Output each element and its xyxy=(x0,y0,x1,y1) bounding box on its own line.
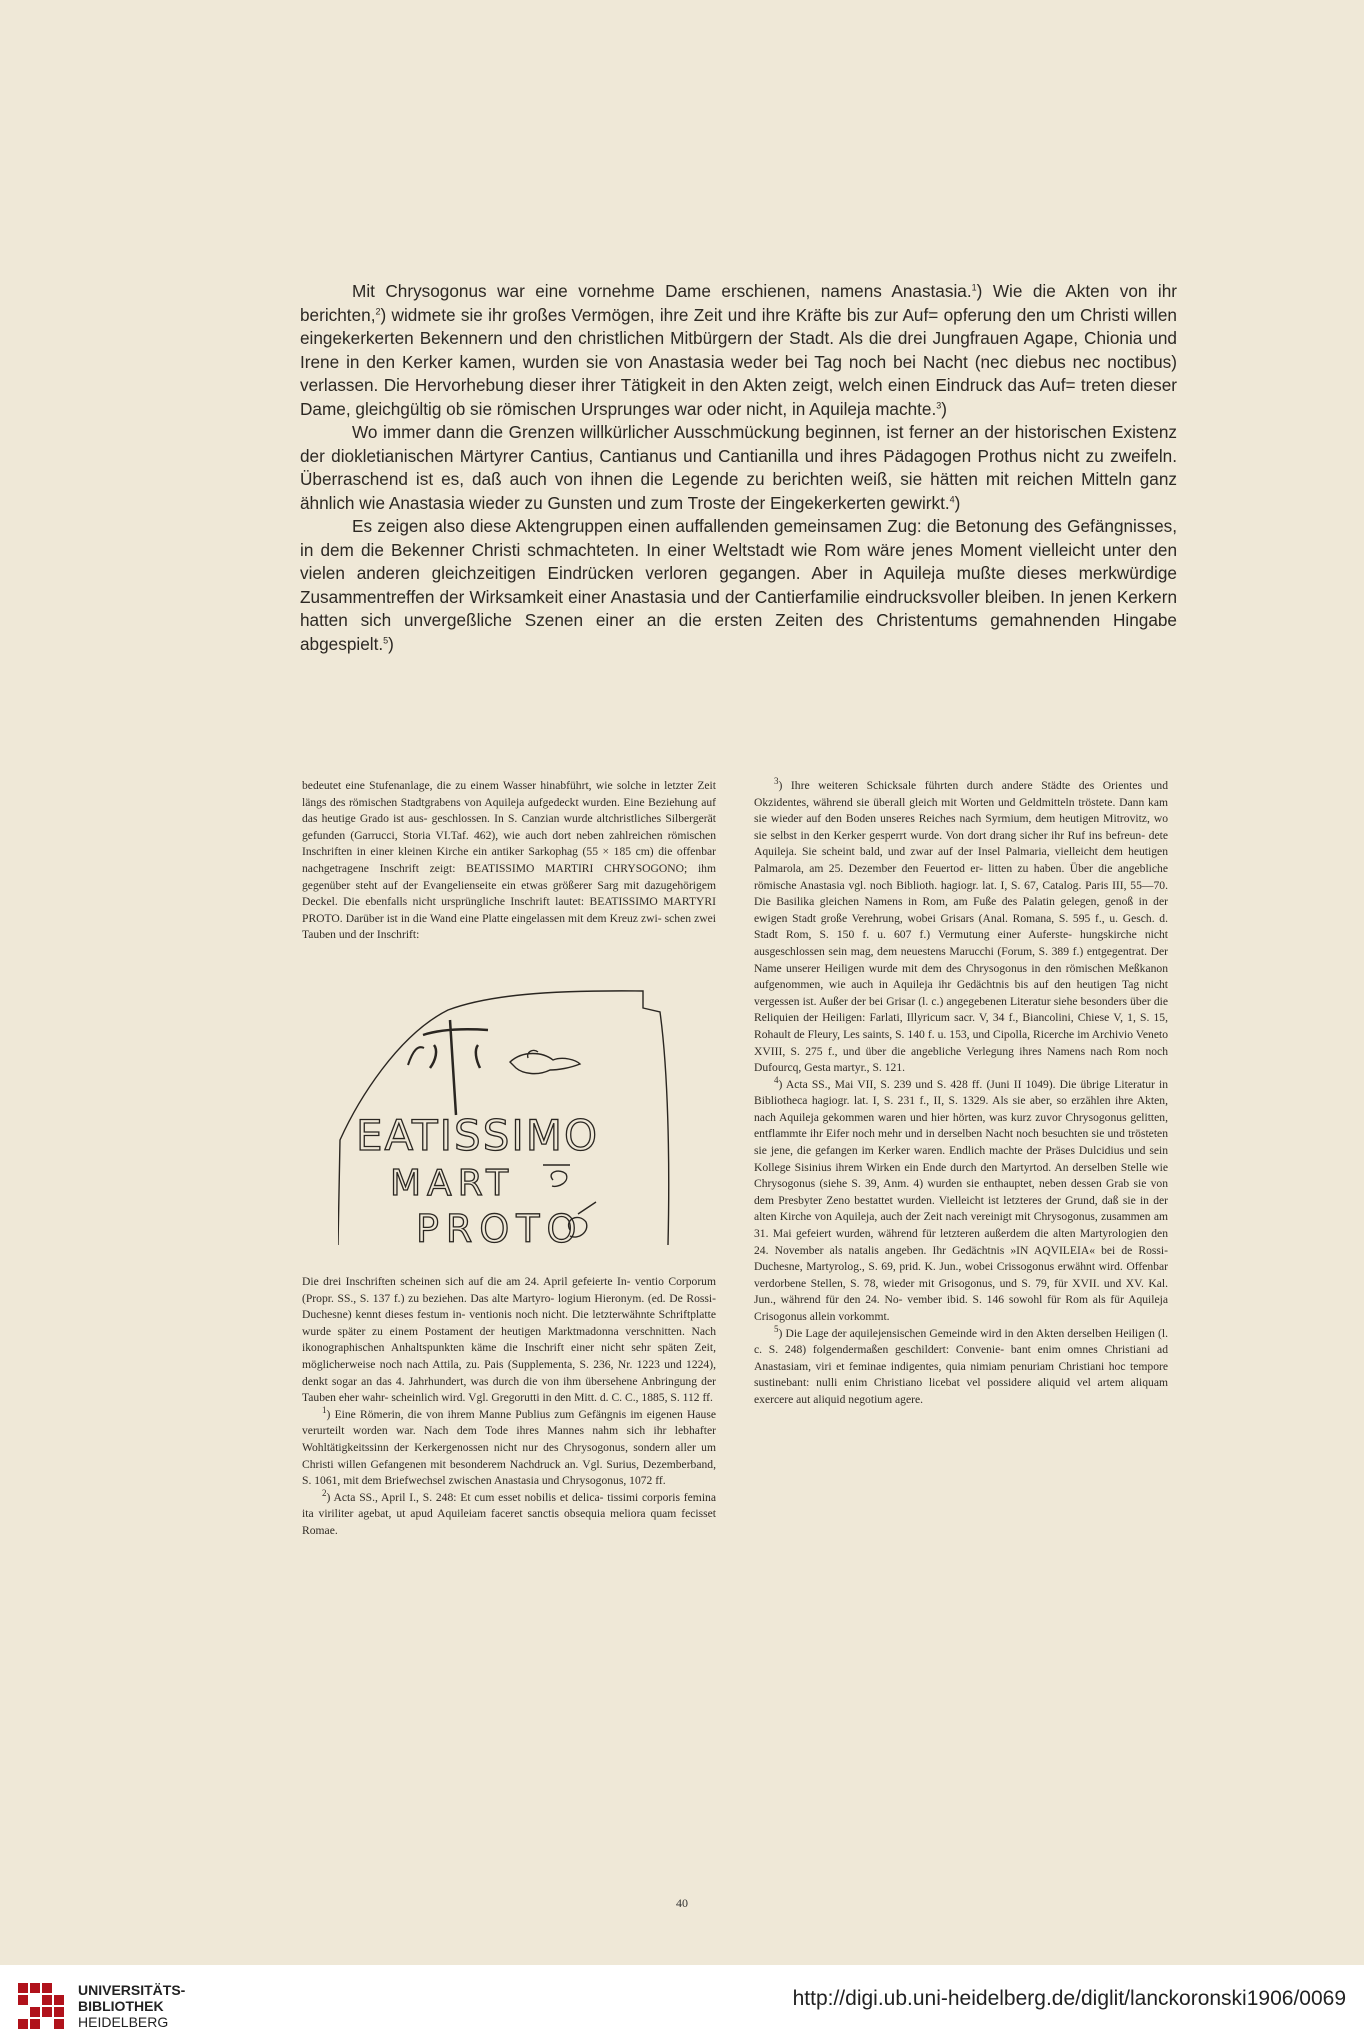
note-ref-2[interactable]: 2 xyxy=(375,305,381,316)
paragraph-3: Es zeigen also diese Aktengruppen einen auffallenden gemeinsamen Zug: die Betonung des Gefängnisses, in dem die Bekenner Christi schmachteten. In einer Weltstadt wie Rom wäre jenes Moment vielleicht unter den vielen anderen gleichzeitigen Eindrücken verloren gegangen. Aber in Aquileja mußte dieses merkwürdige Zusammentreffen der Wirksamkeit einer Anastasia und der Cantierfamilie eindrucksvoller bleiben. In jenen Kerkern hatten sich unvergeßliche Szenen einer an die ersten Zeiten des Christentums gemahnenden Hingabe abgespielt.$^5$) xyxy=(300,516,1177,654)
library-name: UNIVERSITÄTS- BIBLIOTHEK HEIDELBERG xyxy=(78,1982,186,2030)
footnote-4: $^4$) Acta SS., Mai VII, S. 239 und S. 428 ff. (Juni II 1049). Die übrige Literatur in Bibliotheca hagiogr. lat. I, S. 231 f., II, S. 1329. Als sie aber, so erzählen ihre Akten, nach Aquileja gekommen waren und hier hörten, was kurz zuvor Chrysogonus gelitten, entflammte ihr Eifer noch mehr und in derselben Nacht noch besuchten sie und trösteten sie jene, die gefangen im Kerker waren. Endlich machte der Präses Dulcidius und sein Kollege Sisinius ihrem Wirken ein Ende durch den Martyrtod. An derselben Stelle wie Chrysogonus (siehe S. 39, Anm. 4) wurden sie enthauptet, neben dessen Grab sie von dem Presbyter Zeno bestattet wurden. Vielleicht ist letzteres der Grund, daß sie in der alten Kirche von Aquileja, auch der Zeit nach vereinigt mit Chrysogonus, zusammen am 31. Mai gefeiert wurden, während für letzteren außerdem die alten Martyrologien den 24. November als natalis angeben. Ihr Gedächtnis »IN AQVILEIA« bei de Rossi- Duchesne, Martyrolog., S. 69, prid. K. Jun., wobei Crissogonus erwähnt wird. Offenbar verdorbene Stellen, S. 78, wieder mit Grisogonus, und S. 79, für XVII. und XV. Kal. Jun., während für den 24. No- vember ibid. S. 146 sowohl für Rom als für Aquileja Crisogonus allein vorkommt. xyxy=(754,1074,1168,1323)
note-ref-1[interactable]: 1 xyxy=(971,282,977,293)
footnote-column-left-bottom xyxy=(302,1274,716,1540)
cross-symbol xyxy=(423,1020,488,1115)
note-ref-4[interactable]: 4 xyxy=(949,493,955,504)
footnote-column-left-top xyxy=(302,778,716,944)
footnote-continuation: bedeutet eine Stufenanlage, die zu einem Wasser hinabführt, wie solche in letzter Zeit längs des römischen Stadtgrabens von Aquileja aufgedeckt wurden. Eine Beziehung auf das heutige Grado ist aus- geschlossen. In S. Canzian wurde altchristliches Silbergerät gefunden (Garrucci, Storia VI.Taf. 462), wie auch dort neben zahlreichen römischen Inschriften in einer kleinen Kirche ein antiker Sarkophag (55 × 185 cm) die offenbar nachgetragene Inschrift zeigt: BEATISSIMO MARTIRI CHRYSOGONO; ihm gegenüber steht auf der Evangelienseite ein etwas größerer Sarg mit dazugehörigem Deckel. Die ebenfalls nicht ursprüngliche Inschrift lautet: BEATISSIMO MARTYRI PROTO. Darüber ist in die Wand eine Platte eingelassen mit dem Kreuz zwi- schen zwei Tauben und der Inschrift: xyxy=(302,779,716,942)
footnote-2: $^2$) Acta SS., April I., S. 248: Et cum esset nobilis et delica- tissimi corporis femina ita viriliter agebat, ut apud Aquileiam faceret sanctis obsequia meliora quam fecisset Romae. xyxy=(302,1487,716,1537)
footnote-continuation-2: Die drei Inschriften scheinen sich auf die am 24. April gefeierte In- ventio Corporum (Propr. SS., S. 137 f.) zu beziehen. Das alte Martyro- logium Hieronym. (ed. De Rossi-Duchesne) kennt dieses festum in- ventionis noch nicht. Die letzterwähnte Schriftplatte wurde später zu einem Postament der heutigen Marktmadonna verschnitten. Nach ikonographischen Anhaltspunkten käme die Inschrift einer nicht sehr späten Zeit, möglicherweise noch nach Attila, zu. Pais (Supplementa, S. 236, Nr. 1223 und 1224), denkt sogar an das 4. Jahrhundert, was durch die von ihm übersehene Anbringung der Tauben eher wahr- scheinlich wird. Vgl. Gregorutti in den Mitt. d. C. C., 1885, S. 112 ff. xyxy=(302,1275,716,1405)
inscription-line-3: PROTO xyxy=(416,1207,584,1251)
note-ref-3[interactable]: 3 xyxy=(936,399,942,410)
page-number: 40 xyxy=(676,1896,688,1910)
document-url-link[interactable]: http://digi.ub.uni-heidelberg.de/diglit/lanckoronski1906/0069 xyxy=(792,1987,1346,2010)
footnote-5: $^5$) Die Lage der aquilejensischen Gemeinde wird in den Akten derselben Heiligen (l. c. S. 248) folgendermaßen geschildert: Convenie- bant enim omnes Christiani ad Anastasiam, viri et feminae indigentes, quia nimiam penuriam Christiani hoc tempore sustinebant: nulli enim Christiano licebat vel possidere aliquid vel artem aliquam exercere aut aliquid negotium agere. xyxy=(754,1323,1168,1406)
inscription-line-1: EATISSIMO xyxy=(356,1111,600,1160)
main-text xyxy=(300,280,1177,656)
paragraph-1: Mit Chrysogonus war eine vornehme Dame erschienen, namens Anastasia.$^1$) Wie die Akten von ihr berichten,$^2$) widmete sie ihr großes Vermögen, ihre Zeit und ihre Kräfte bis zur Auf= opferung den um Christi willen eingekerkerten Bekennern und den christlichen Mitbürgern der Stadt. Als die drei Jungfrauen Agape, Chionia und Irene in den Kerker kamen, wurden sie von Anastasia weder bei Tag noch bei Nacht (nec diebus nec noctibus) verlassen. Die Hervorhebung dieser ihrer Tätigkeit in den Akten zeigt, welch einen Eindruck das Auf= treten dieser Dame, gleichgültig ob sie römischen Ursprunges war oder nicht, in Aquileja machte.$^3$) xyxy=(300,281,1177,419)
footnote-column-right xyxy=(754,778,1168,1409)
note-ref-5[interactable]: 5 xyxy=(383,634,389,645)
university-library-logo-icon xyxy=(14,1977,70,2033)
inscription-line-2: MART xyxy=(390,1163,515,1204)
inscription-sketch xyxy=(338,990,698,1260)
paragraph-2: Wo immer dann die Grenzen willkürlicher Ausschmückung beginnen, ist ferner an der historischen Existenz der diokletianischen Märtyrer Cantius, Cantianus und Cantianilla und ihres Pädagogen Prothus nicht zu zweifeln. Überraschend ist es, daß auch von ihnen die Legende zu berichten weiß, sie hätten mit reichen Mitteln ganz ähnlich wie Anastasia wieder zu Gunsten und zum Troste der Eingekerkerten gewirkt.$^4$) xyxy=(300,422,1177,513)
ligature-flourish-1 xyxy=(543,1165,570,1186)
dove-symbol xyxy=(510,1050,580,1073)
footnote-3: $^3$) Ihre weiteren Schicksale führten durch andere Städte des Orientes und Okzidentes, während sie überall gleich mit Worten und Geldmitteln tröstete. Dann kam sie wieder auf den Boden unseres Reiches nach Syrmium, dem heutigen Mitrovitz, wo sie selbst in den Kerker gesperrt wurde. Von dort drang sicher ihr Ruf ins befreun- dete Aquileja. Sie scheint bald, und zwar auf der Insel Palmaria, vielleicht dem heutigen Palmarola, am 25. Dezember den Feuertod er- litten zu haben. Über die angebliche römische Anastasia vgl. noch Biblioth. hagiogr. lat. I, S. 67, Catalog. Paris III, 55—70. Die Basilika gleichen Namens in Rom, am Fuße des Palatin gelegen, genoß in der ewigen Stadt große Verehrung, wobei Grisars (Anal. Romana, S. 595 f., u. Gesch. d. Stadt Rom, S. 150 f. u. 607 f.) Vermutung einer Auferste- hungskirche nicht ausgeschlossen sein mag, dem neuestens Marucchi (Forum, S. 389 f.) entgegentrat. Der Name unserer Heiligen wurde mit dem des Chrysogonus in den römischen Meßkanon aufgenommen, wie auch in Aquileja ihr Gedächtnis bis auf den heutigen Tag nicht vergessen ist. Außer der bei Grisar (l. c.) angegebenen Literatur siehe besonders über die Reliquien der Heiligen: Farlati, Illyricum sacr. V, 34 f., Biancolini, Chiese V, 1, S. 15, Rohault de Fleury, Les saints, S. 140 f. u. 153, und Cipolla, Ricerche im Archivio Veneto XVIII, S. 275 f., und über die angebliche Verlegung ihres Namens nach Rom noch Dufourcq, Gesta martyr., S. 121. xyxy=(754,776,1168,1075)
footnote-1: $^1$) Eine Römerin, die von ihrem Manne Publius zum Gefängnis im eigenen Hause verurteilt worden war. Nach dem Tode ihres Mannes nahm sich ihr lebhafter Wohltätigkeitssinn der Kerkergenossen nicht nur des Chrysogonus, sondern aller um Christi willen Gefangenen mit besonderem Nachdruck an. Vgl. Surius, Dezemberband, S. 1061, mit dem Briefwechsel zwischen Anastasia und Chrysogonus, 1072 ff. xyxy=(302,1404,716,1488)
library-footer xyxy=(0,1965,1364,2042)
